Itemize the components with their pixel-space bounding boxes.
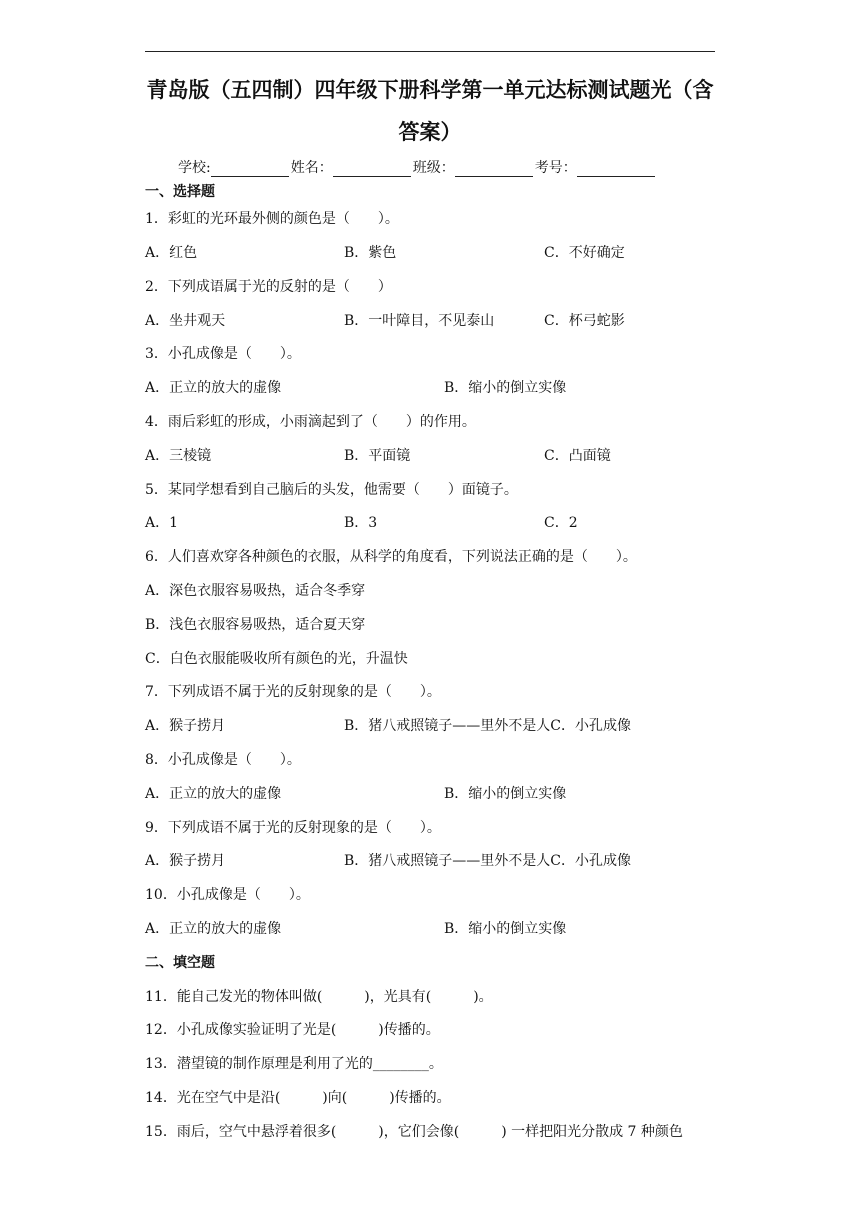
section-choice-heading: 一、选择题 [145,184,215,200]
class-label: 班级： [412,160,455,176]
q4-option-c[interactable]: C．凸面镜 [544,448,611,464]
page-title: 青岛版（五四制）四年级下册科学第一单元达标测试题光（含 [146,78,714,102]
page-title-cont: 答案） [398,120,462,144]
question-2: 2．下列成语属于光的反射的是（ ） [145,279,392,295]
q3-option-a[interactable]: A．正立的放大的虚像 [145,380,282,396]
name-label: 姓名： [290,160,333,176]
q10-option-b[interactable]: B．缩小的倒立实像 [444,921,567,937]
q2-option-b[interactable]: B．一叶障目，不见泰山 [344,313,495,329]
q4-option-b[interactable]: B．平面镜 [344,448,411,464]
question-14: 14．光在空气中是沿( )向( )传播的。 [145,1090,451,1106]
school-blank[interactable] [211,162,289,177]
question-13: 13．潜望镜的制作原理是利用了光的________。 [145,1056,443,1072]
q2-option-a[interactable]: A．坐井观天 [145,313,226,329]
q10-option-a[interactable]: A．正立的放大的虚像 [145,921,282,937]
student-info-line [178,157,657,177]
q8-option-a[interactable]: A．正立的放大的虚像 [145,786,282,802]
q3-option-b[interactable]: B．缩小的倒立实像 [444,380,567,396]
q9-option-bc[interactable]: B．猪八戒照镜子——里外不是人C．小孔成像 [344,853,631,869]
q6-option-c[interactable]: C．白色衣服能吸收所有颜色的光，升温快 [145,651,408,667]
q9-option-a[interactable]: A．猴子捞月 [145,853,226,869]
q8-option-b[interactable]: B．缩小的倒立实像 [444,786,567,802]
q6-option-b[interactable]: B．浅色衣服容易吸热，适合夏天穿 [145,617,366,633]
q5-option-b[interactable]: B．3 [344,515,378,531]
q1-option-a[interactable]: A．红色 [145,245,198,261]
name-blank[interactable] [333,162,411,177]
question-8: 8．小孔成像是（ ）。 [145,752,301,768]
question-11: 11．能自己发光的物体叫做( )，光具有( )。 [145,989,493,1005]
class-blank[interactable] [455,162,533,177]
q1-option-c[interactable]: C．不好确定 [544,245,625,261]
exam-no-blank[interactable] [577,162,655,177]
question-3: 3．小孔成像是（ ）。 [145,346,301,362]
question-12: 12．小孔成像实验证明了光是( )传播的。 [145,1022,440,1038]
q7-option-a[interactable]: A．猴子捞月 [145,718,226,734]
exam-no-label: 考号： [534,160,577,176]
question-9: 9．下列成语不属于光的反射现象的是（ ）。 [145,820,441,836]
question-15: 15．雨后，空气中悬浮着很多( )，它们会像( ) 一样把阳光分散成 7 种颜色 [145,1124,683,1140]
section-fill-heading: 二、填空题 [145,955,215,971]
header-rule [145,51,715,52]
q1-option-b[interactable]: B．紫色 [344,245,397,261]
q6-option-a[interactable]: A．深色衣服容易吸热，适合冬季穿 [145,583,366,599]
school-label: 学校: [178,160,211,176]
question-1: 1．彩虹的光环最外侧的颜色是（ ）。 [145,211,399,227]
question-7: 7．下列成语不属于光的反射现象的是（ ）。 [145,684,441,700]
question-6: 6．人们喜欢穿各种颜色的衣服，从科学的角度看，下列说法正确的是（ ）。 [145,549,637,565]
q4-option-a[interactable]: A．三棱镜 [145,448,212,464]
question-5: 5．某同学想看到自己脑后的头发，他需要（ ）面镜子。 [145,482,518,498]
q5-option-a[interactable]: A．1 [145,515,179,531]
q2-option-c[interactable]: C．杯弓蛇影 [544,313,625,329]
question-10: 10．小孔成像是（ ）。 [145,887,310,903]
q5-option-c[interactable]: C．2 [544,515,578,531]
question-4: 4．雨后彩虹的形成，小雨滴起到了（ ）的作用。 [145,414,476,430]
q7-option-bc[interactable]: B．猪八戒照镜子——里外不是人C．小孔成像 [344,718,631,734]
